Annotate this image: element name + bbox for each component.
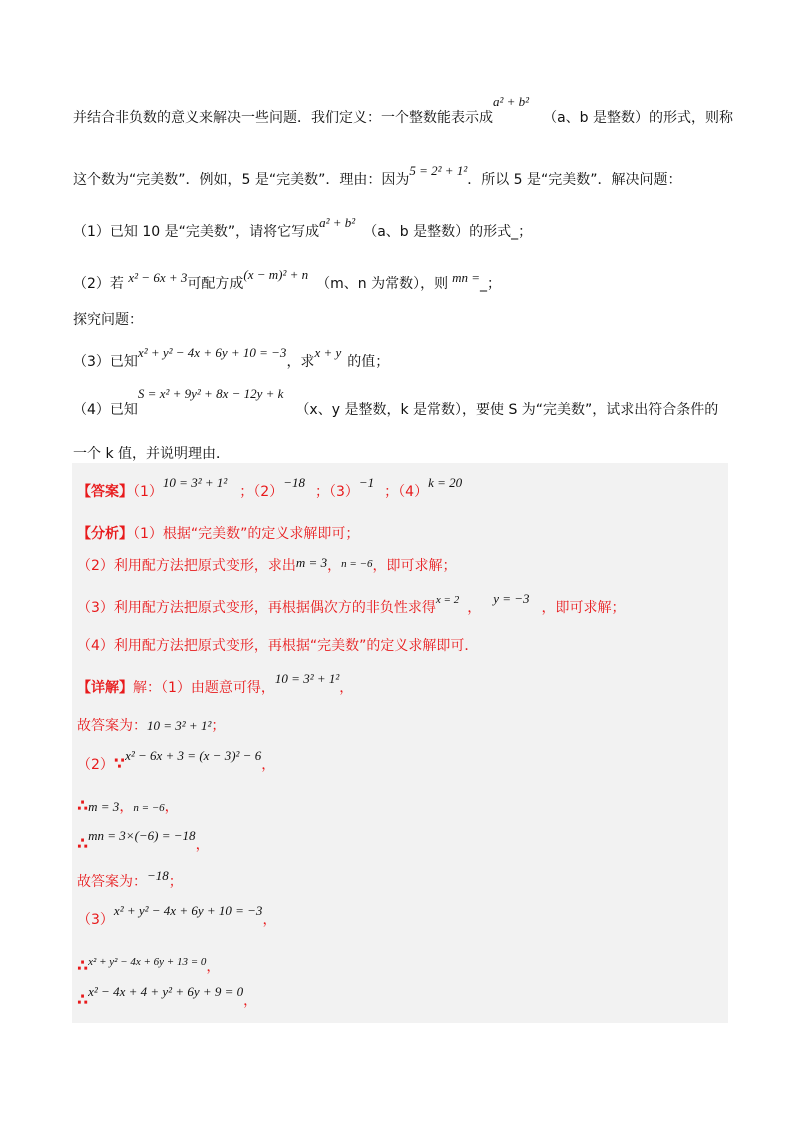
formula: k = 20 <box>428 475 463 490</box>
detail-text: （3） <box>77 912 114 928</box>
analysis-label: 【分析】 <box>77 526 133 542</box>
detail-text: ， <box>262 912 277 928</box>
formula: (x − m)² + n <box>243 267 309 282</box>
detail-text: ， <box>119 799 134 815</box>
analysis-text: ，即可求解； <box>372 558 457 574</box>
question-line-1 <box>73 94 740 128</box>
formula: x + y <box>314 345 342 360</box>
formula: x² + y² − 4x + 6y + 13 = 0 <box>88 956 207 968</box>
therefore-symbol: ∴ <box>77 796 89 815</box>
detail-text: 解：（1）由题意可得， <box>133 680 275 696</box>
analysis-line-4 <box>77 636 740 656</box>
detail-step-2c <box>77 828 740 855</box>
question-text: 这个数为“完美数”．例如，5 是“完美数”．理由：因为 <box>73 172 410 188</box>
formula: x² − 4x + 4 + y² + 6y + 9 = 0 <box>88 984 244 999</box>
analysis-text: ， <box>467 600 482 616</box>
formula: 5 = 2² + 1² <box>409 163 468 178</box>
detail-text: ， <box>164 799 179 815</box>
detail-text: ； <box>168 874 183 890</box>
therefore-symbol: ∴ <box>77 990 89 1009</box>
answer-text: （1） <box>133 484 163 500</box>
formula: x² − 6x + 3 <box>128 270 188 285</box>
question-text: 可配方成 <box>187 276 244 292</box>
question-text: ．所以 5 是“完美数”．解决问题： <box>467 172 682 188</box>
analysis-line-3 <box>77 591 740 619</box>
answer-text: ；（3） <box>314 484 359 500</box>
formula: m = 3 <box>295 555 328 570</box>
question-text: 并结合非负数的意义来解决一些问题．我们定义：一个整数能表示成 <box>73 110 493 126</box>
formula: mn = 3×(−6) = −18 <box>88 828 196 843</box>
question-text: 的值； <box>347 354 390 370</box>
answer-text: ；（4） <box>384 484 429 500</box>
formula: n = −6 <box>341 558 373 570</box>
question-text: （x、y 是整数，k 是常数），要使 S 为“完美数”，试求出符合条件的 <box>295 402 719 418</box>
answer-label: 【答案】 <box>77 484 133 500</box>
detail-step-2 <box>77 748 740 775</box>
formula: m = 3 <box>88 799 120 814</box>
formula: 10 = 3² + 1² <box>162 475 228 490</box>
detail-answer-2 <box>77 868 740 892</box>
detail-step-3c <box>77 984 740 1011</box>
formula: a² + b² <box>319 215 356 230</box>
analysis-line-2 <box>77 556 740 577</box>
detail-text: ， <box>261 757 276 773</box>
analysis-text: （1）根据“完美数”的定义求解即可； <box>133 526 360 542</box>
formula: x² − 6x + 3 = (x − 3)² − 6 <box>125 748 262 763</box>
detail-text: ， <box>243 993 258 1009</box>
detail-label: 【详解】 <box>77 680 133 696</box>
formula: a² + b² <box>493 94 530 109</box>
formula: 10 = 3² + 1² <box>274 671 340 686</box>
detail-text: ； <box>211 718 226 734</box>
formula: x² + y² − 4x + 6y + 10 = −3 <box>113 903 263 918</box>
question-text: （3）已知 <box>73 354 138 370</box>
question-text: （a、b 是整数）的形式_； <box>363 224 533 240</box>
analysis-line-1 <box>77 524 740 544</box>
analysis-text: ， <box>327 558 342 574</box>
formula: −18 <box>283 475 305 490</box>
formula: y = −3 <box>493 591 530 606</box>
answer-text: ；（2） <box>239 484 284 500</box>
detail-text: 故答案为： <box>77 718 147 734</box>
detail-text: （2） <box>77 757 114 773</box>
formula: mn = <box>452 270 481 285</box>
question-text: （1）已知 10 是“完美数”，请将它写成 <box>73 224 320 240</box>
detail-text: ， <box>206 959 221 975</box>
question-text: （2）若 <box>73 276 124 292</box>
answer-line <box>77 475 740 502</box>
formula: x = 2 <box>435 594 460 606</box>
detail-line-1 <box>77 671 740 698</box>
detail-text: 故答案为： <box>77 874 147 890</box>
answer-panel <box>72 463 728 1023</box>
question-q2 <box>73 267 740 294</box>
analysis-text: ，即可求解； <box>541 600 626 616</box>
question-q4-line2 <box>73 444 740 464</box>
formula: n = −6 <box>133 802 165 814</box>
formula: −18 <box>147 868 169 883</box>
question-text: （m、n 为常数），则 <box>316 276 449 292</box>
formula: −1 <box>358 475 375 490</box>
therefore-symbol: ∴ <box>77 834 89 853</box>
question-text: ，求 <box>286 354 315 370</box>
because-symbol: ∵ <box>113 754 126 773</box>
question-q1 <box>73 215 740 242</box>
detail-step-2b <box>77 796 740 818</box>
question-text: （a、b 是整数）的形式，则称 <box>543 110 733 126</box>
question-q3 <box>73 345 740 372</box>
question-text: 一个 k 值，并说明理由． <box>73 446 231 462</box>
explore-heading <box>73 310 740 330</box>
question-line-2 <box>73 163 740 190</box>
detail-answer-1 <box>77 716 740 736</box>
question-q4 <box>73 386 740 420</box>
heading-text: 探究问题： <box>73 312 143 328</box>
formula: x² + y² − 4x + 6y + 10 = −3 <box>137 345 287 360</box>
question-text: （4）已知 <box>73 402 138 418</box>
detail-text: ， <box>339 680 354 696</box>
therefore-symbol: ∴ <box>77 956 89 975</box>
formula: 10 = 3² + 1² <box>147 718 212 733</box>
detail-step-3b <box>77 956 740 978</box>
analysis-text: （3）利用配方法把原式变形，再根据偶次方的非负性求得 <box>77 600 436 616</box>
formula: S = x² + 9y² + 8x − 12y + k <box>137 386 284 401</box>
question-text: _； <box>480 276 502 292</box>
analysis-text: （4）利用配方法把原式变形，再根据“完美数”的定义求解即可． <box>77 638 479 654</box>
detail-text: ， <box>195 837 210 853</box>
detail-step-3 <box>77 903 740 930</box>
analysis-text: （2）利用配方法把原式变形，求出 <box>77 558 296 574</box>
